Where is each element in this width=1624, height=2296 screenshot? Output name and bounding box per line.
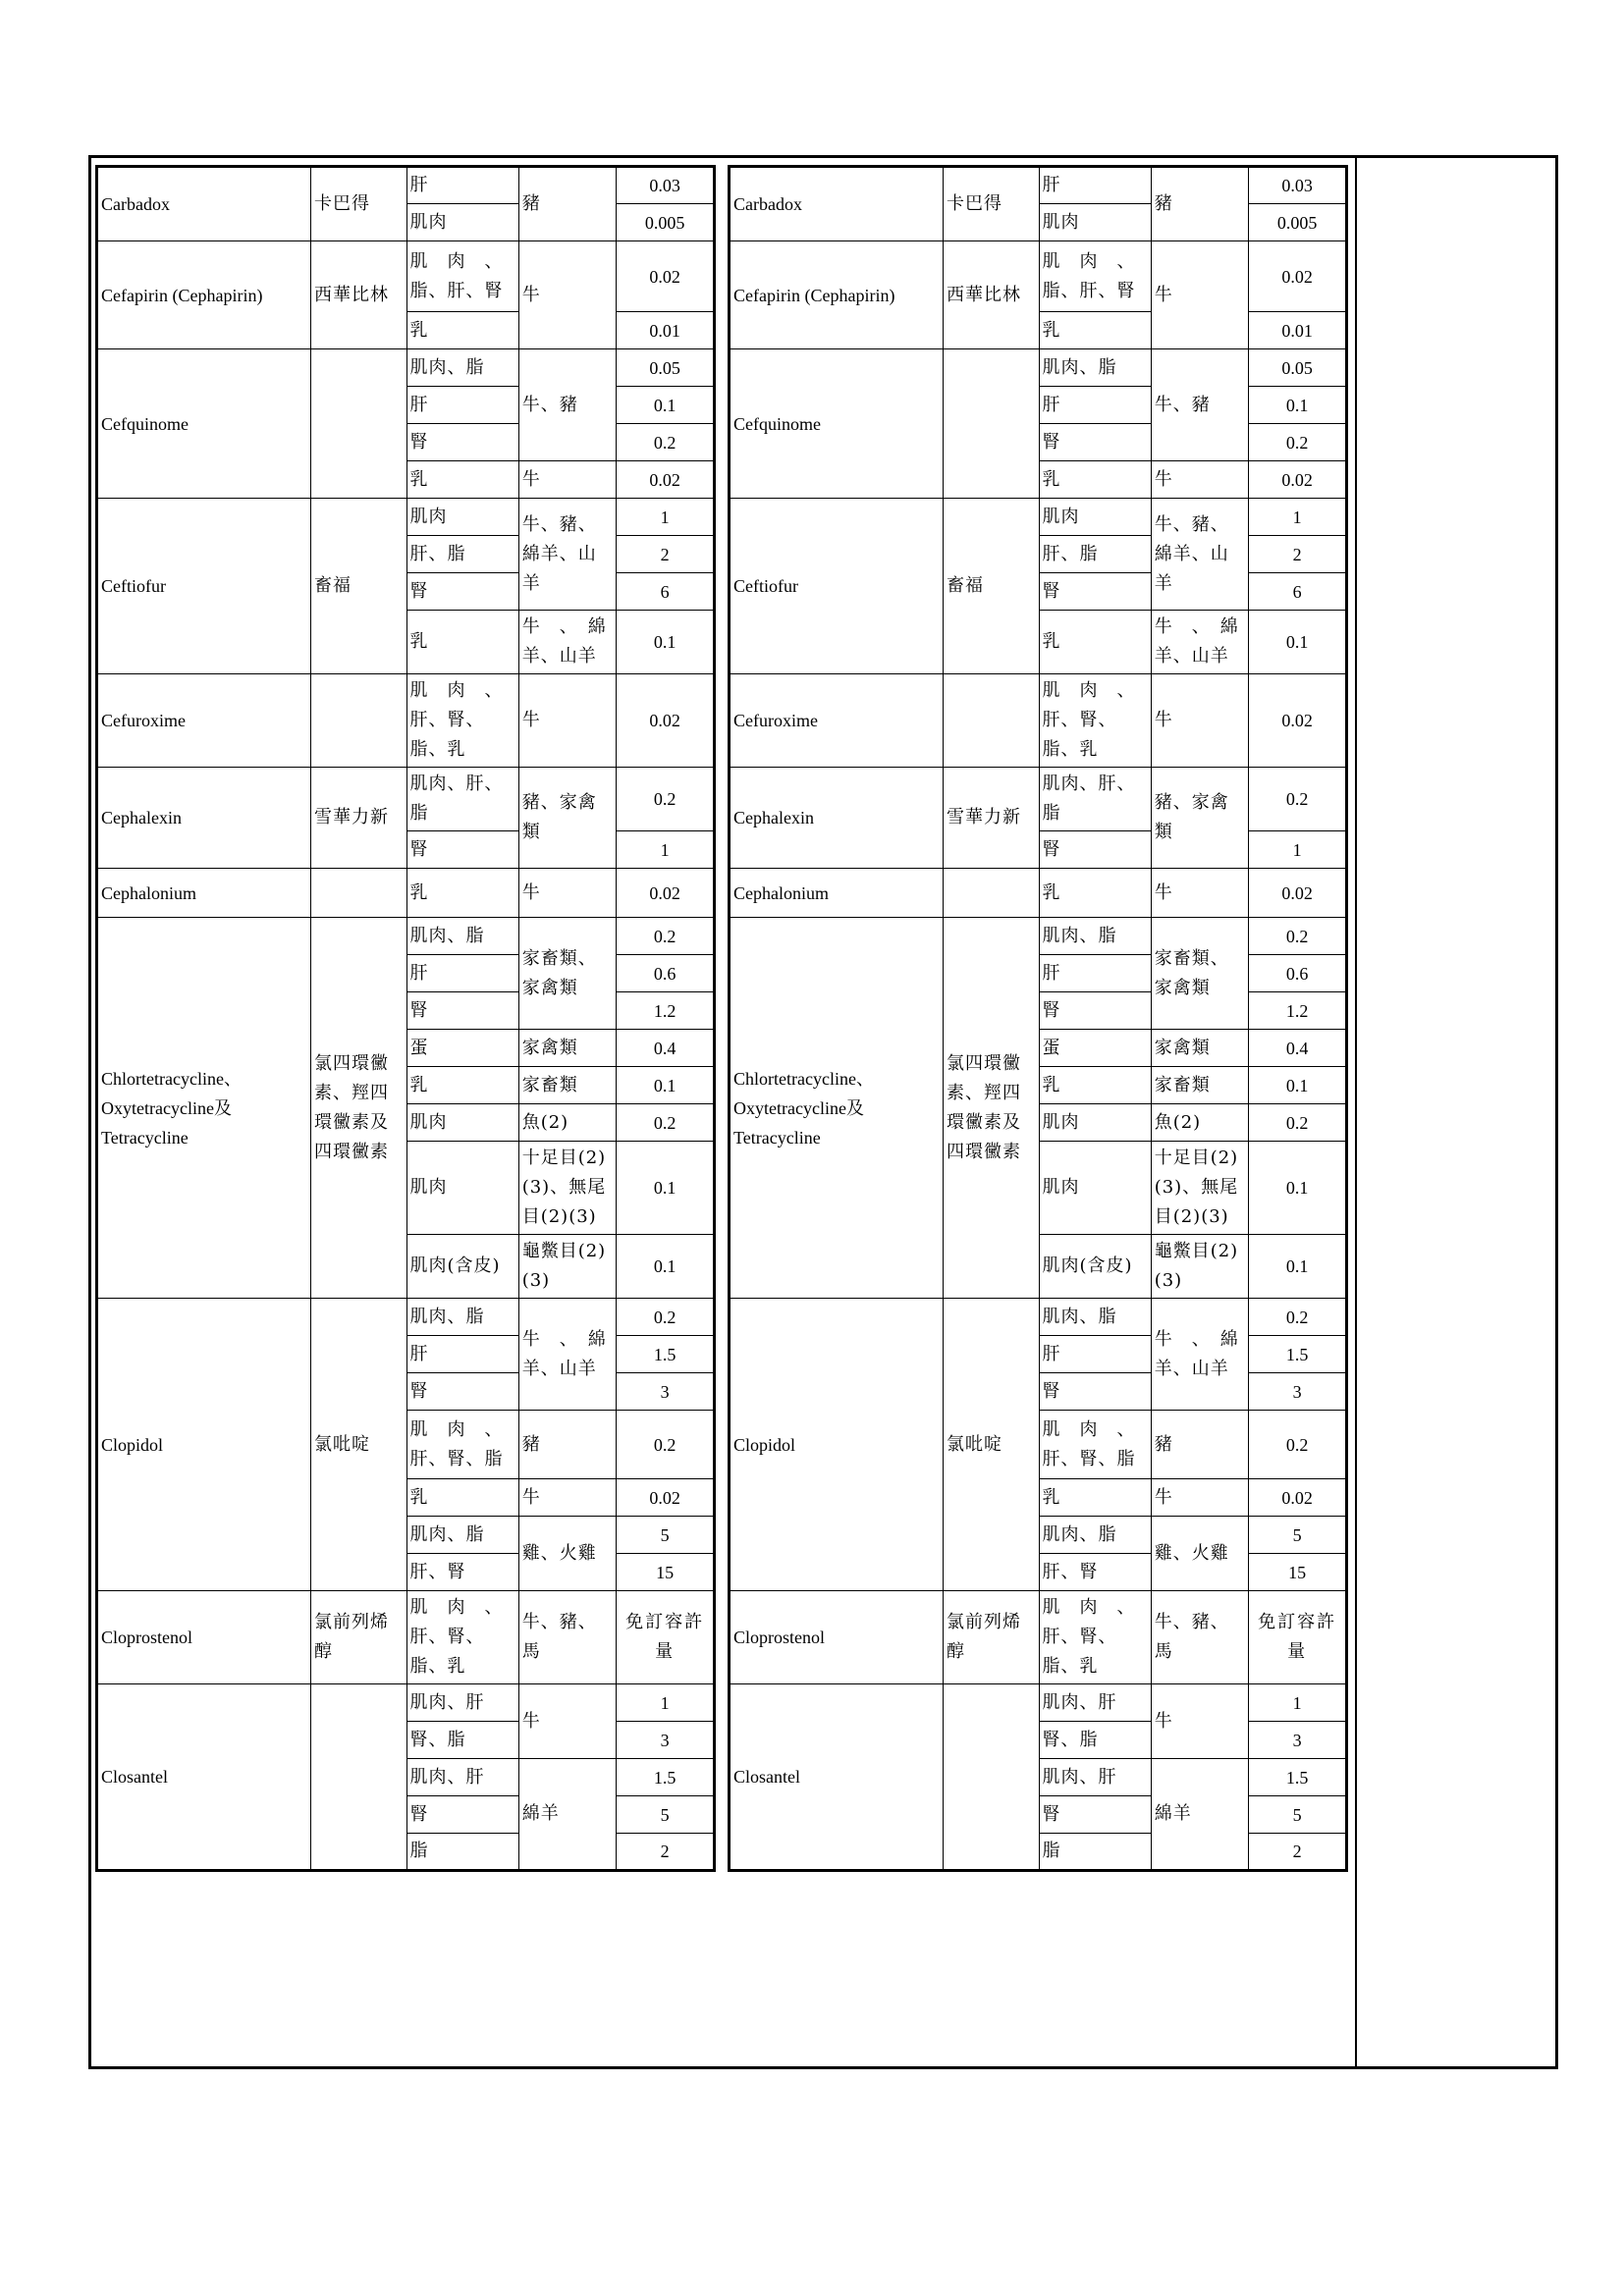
drug-name-cell: Cephalexin xyxy=(97,768,311,869)
drug-name-cell: Cloprostenol xyxy=(97,1591,311,1684)
limit-cell: 0.2 xyxy=(1249,1299,1347,1336)
limit-cell: 6 xyxy=(1249,573,1347,611)
table-row xyxy=(730,674,1347,768)
limit-cell: 3 xyxy=(617,1722,715,1759)
current-table xyxy=(95,165,716,1872)
table-row xyxy=(730,241,1347,312)
part-cell: 腎 xyxy=(1039,424,1151,461)
limit-cell: 免訂容許量 xyxy=(617,1591,715,1684)
part-cell: 肌肉 xyxy=(406,1104,518,1142)
chinese-name-cell xyxy=(310,1684,406,1871)
chinese-name-cell: 氯吡啶 xyxy=(943,1299,1039,1591)
limit-cell: 0.02 xyxy=(617,241,715,312)
part-cell: 腎 xyxy=(1039,831,1151,869)
species-cell: 牛 xyxy=(518,1684,617,1759)
limit-cell: 1 xyxy=(617,1684,715,1722)
species-cell: 牛、豬、馬 xyxy=(518,1591,617,1684)
limit-cell: 0.1 xyxy=(617,1142,715,1235)
species-cell: 牛 、 綿羊、山羊 xyxy=(518,1299,617,1411)
chinese-name-cell: 氯四環黴素、羥四環黴素及四環黴素 xyxy=(943,918,1039,1299)
part-cell: 肌肉 xyxy=(406,204,518,241)
limit-cell: 0.4 xyxy=(1249,1030,1347,1067)
drug-name-cell: Cephalonium xyxy=(730,869,944,918)
limit-cell: 1.5 xyxy=(617,1336,715,1373)
part-cell: 腎 xyxy=(1039,1373,1151,1411)
drug-name-cell: Chlortetracycline、Oxytetracycline及Tetracycline xyxy=(730,918,944,1299)
species-cell: 家畜類 xyxy=(518,1067,617,1104)
species-cell: 家禽類 xyxy=(1151,1030,1249,1067)
table-row xyxy=(97,1684,715,1722)
part-cell: 腎 xyxy=(406,992,518,1030)
chinese-name-cell: 畜福 xyxy=(310,499,406,674)
limit-cell: 0.1 xyxy=(1249,611,1347,674)
species-cell: 魚(2) xyxy=(518,1104,617,1142)
amended-table xyxy=(728,165,1348,1872)
part-cell: 腎、脂 xyxy=(406,1722,518,1759)
drug-name-cell: Clopidol xyxy=(730,1299,944,1591)
limit-cell: 0.02 xyxy=(1249,241,1347,312)
table-row xyxy=(97,1591,715,1684)
limit-cell: 1 xyxy=(617,499,715,536)
limit-cell: 0.2 xyxy=(1249,1104,1347,1142)
part-cell: 肌肉、脂 xyxy=(406,349,518,387)
species-cell: 十足目(2)(3)、無尾目(2)(3) xyxy=(518,1142,617,1235)
table-row xyxy=(97,499,715,536)
limit-cell: 5 xyxy=(617,1517,715,1554)
table-row xyxy=(97,349,715,387)
residue-limit-table xyxy=(95,165,716,1872)
chinese-name-cell: 氯前列烯醇 xyxy=(310,1591,406,1684)
species-cell: 龜鱉目(2)(3) xyxy=(1151,1235,1249,1299)
chinese-name-cell xyxy=(943,1684,1039,1871)
species-cell: 豬 xyxy=(1151,1411,1249,1479)
part-cell: 肝、腎 xyxy=(1039,1554,1151,1591)
limit-cell: 0.2 xyxy=(617,768,715,831)
limit-cell: 1.5 xyxy=(617,1759,715,1796)
table-row xyxy=(730,499,1347,536)
limit-cell: 0.1 xyxy=(1249,1067,1347,1104)
part-cell: 肝 xyxy=(1039,955,1151,992)
species-cell: 龜鱉目(2)(3) xyxy=(518,1235,617,1299)
part-cell: 肌肉 xyxy=(1039,1104,1151,1142)
limit-cell: 3 xyxy=(1249,1373,1347,1411)
part-cell: 肝 xyxy=(406,387,518,424)
part-cell: 肌肉 xyxy=(1039,204,1151,241)
limit-cell: 6 xyxy=(617,573,715,611)
part-cell: 肌 肉 、肝、腎、脂、乳 xyxy=(1039,1591,1151,1684)
part-cell: 肝 xyxy=(1039,387,1151,424)
part-cell: 肌肉 xyxy=(1039,499,1151,536)
drug-name-cell: Carbadox xyxy=(97,167,311,241)
limit-cell: 0.05 xyxy=(617,349,715,387)
limit-cell: 0.2 xyxy=(1249,918,1347,955)
limit-cell: 1 xyxy=(1249,1684,1347,1722)
limit-cell: 3 xyxy=(617,1373,715,1411)
limit-cell: 0.005 xyxy=(617,204,715,241)
table-row xyxy=(730,918,1347,955)
part-cell: 乳 xyxy=(1039,312,1151,349)
part-cell: 肌肉、肝 xyxy=(406,1684,518,1722)
part-cell: 乳 xyxy=(1039,869,1151,918)
part-cell: 腎 xyxy=(406,573,518,611)
part-cell: 肌肉、肝 xyxy=(1039,1759,1151,1796)
limit-cell: 5 xyxy=(1249,1517,1347,1554)
limit-cell: 5 xyxy=(1249,1796,1347,1834)
limit-cell: 0.02 xyxy=(1249,869,1347,918)
part-cell: 肌 肉 、脂、肝、腎 xyxy=(1039,241,1151,312)
species-cell: 牛 xyxy=(1151,1479,1249,1517)
chinese-name-cell xyxy=(310,869,406,918)
table-row xyxy=(97,167,715,204)
part-cell: 肝、脂 xyxy=(406,536,518,573)
residue-limit-table xyxy=(728,165,1348,1872)
chinese-name-cell: 卡巴得 xyxy=(310,167,406,241)
part-cell: 肌肉、脂 xyxy=(1039,1517,1151,1554)
limit-cell: 0.1 xyxy=(617,387,715,424)
species-cell: 雞、火雞 xyxy=(518,1517,617,1591)
limit-cell: 0.02 xyxy=(617,461,715,499)
species-cell: 牛 xyxy=(1151,1684,1249,1759)
species-cell: 家禽類 xyxy=(518,1030,617,1067)
table-row xyxy=(97,918,715,955)
species-cell: 豬、家禽類 xyxy=(1151,768,1249,869)
drug-name-cell: Carbadox xyxy=(730,167,944,241)
drug-name-cell: Chlortetracycline、Oxytetracycline及Tetracycline xyxy=(97,918,311,1299)
limit-cell: 1 xyxy=(1249,831,1347,869)
limit-cell: 1.5 xyxy=(1249,1336,1347,1373)
part-cell: 肌肉、脂 xyxy=(1039,918,1151,955)
limit-cell: 5 xyxy=(617,1796,715,1834)
part-cell: 腎 xyxy=(406,424,518,461)
limit-cell: 2 xyxy=(1249,536,1347,573)
part-cell: 肌肉、肝、脂 xyxy=(1039,768,1151,831)
limit-cell: 0.6 xyxy=(1249,955,1347,992)
part-cell: 乳 xyxy=(406,312,518,349)
drug-name-cell: Closantel xyxy=(730,1684,944,1871)
drug-name-cell: Cefquinome xyxy=(730,349,944,499)
limit-cell: 15 xyxy=(1249,1554,1347,1591)
species-cell: 綿羊 xyxy=(1151,1759,1249,1871)
drug-name-cell: Ceftiofur xyxy=(97,499,311,674)
limit-cell: 0.2 xyxy=(1249,424,1347,461)
limit-cell: 0.6 xyxy=(617,955,715,992)
chinese-name-cell: 西華比林 xyxy=(310,241,406,349)
part-cell: 乳 xyxy=(1039,1479,1151,1517)
drug-name-cell: Ceftiofur xyxy=(730,499,944,674)
table-row xyxy=(730,1591,1347,1684)
part-cell: 肌肉、肝 xyxy=(406,1759,518,1796)
drug-name-cell: Cephalexin xyxy=(730,768,944,869)
table-row xyxy=(730,1299,1347,1336)
limit-cell: 0.2 xyxy=(617,1104,715,1142)
table-row xyxy=(730,869,1347,918)
species-cell: 牛 xyxy=(518,461,617,499)
limit-cell: 1.5 xyxy=(1249,1759,1347,1796)
drug-name-cell: Cefapirin (Cephapirin) xyxy=(97,241,311,349)
table-row xyxy=(97,241,715,312)
part-cell: 肝 xyxy=(1039,167,1151,204)
species-cell: 牛 xyxy=(1151,674,1249,768)
part-cell: 乳 xyxy=(406,1067,518,1104)
species-cell: 豬、家禽類 xyxy=(518,768,617,869)
part-cell: 肌肉 xyxy=(1039,1142,1151,1235)
species-cell: 牛、豬、綿羊、山羊 xyxy=(518,499,617,611)
species-cell: 豬 xyxy=(518,167,617,241)
table-row xyxy=(97,1299,715,1336)
part-cell: 蛋 xyxy=(406,1030,518,1067)
part-cell: 乳 xyxy=(406,869,518,918)
part-cell: 肝 xyxy=(406,167,518,204)
part-cell: 肌肉 xyxy=(406,1142,518,1235)
part-cell: 乳 xyxy=(1039,461,1151,499)
part-cell: 肝 xyxy=(1039,1336,1151,1373)
limit-cell: 0.03 xyxy=(617,167,715,204)
limit-cell: 0.005 xyxy=(1249,204,1347,241)
part-cell: 肌肉(含皮) xyxy=(406,1235,518,1299)
part-cell: 肌 肉 、脂、肝、腎 xyxy=(406,241,518,312)
limit-cell: 0.4 xyxy=(617,1030,715,1067)
limit-cell: 3 xyxy=(1249,1722,1347,1759)
limit-cell: 0.1 xyxy=(617,1235,715,1299)
species-cell: 家畜類、家禽類 xyxy=(1151,918,1249,1030)
species-cell: 豬 xyxy=(518,1411,617,1479)
species-cell: 家畜類、家禽類 xyxy=(518,918,617,1030)
species-cell: 牛、豬、綿羊、山羊 xyxy=(1151,499,1249,611)
limit-cell: 0.02 xyxy=(1249,674,1347,768)
part-cell: 肌肉、脂 xyxy=(406,918,518,955)
chinese-name-cell xyxy=(943,674,1039,768)
table-row xyxy=(730,349,1347,387)
table-row xyxy=(97,768,715,831)
limit-cell: 0.2 xyxy=(1249,1411,1347,1479)
part-cell: 肝 xyxy=(406,955,518,992)
part-cell: 乳 xyxy=(406,461,518,499)
part-cell: 肌 肉 、肝、腎、脂、乳 xyxy=(1039,674,1151,768)
part-cell: 腎 xyxy=(406,831,518,869)
part-cell: 乳 xyxy=(406,611,518,674)
chinese-name-cell xyxy=(310,674,406,768)
remarks-column-divider xyxy=(1355,155,1357,2069)
part-cell: 腎 xyxy=(1039,992,1151,1030)
chinese-name-cell xyxy=(310,349,406,499)
limit-cell: 0.2 xyxy=(1249,768,1347,831)
limit-cell: 0.02 xyxy=(617,869,715,918)
limit-cell: 15 xyxy=(617,1554,715,1591)
part-cell: 腎、脂 xyxy=(1039,1722,1151,1759)
chinese-name-cell: 雪華力新 xyxy=(310,768,406,869)
chinese-name-cell: 雪華力新 xyxy=(943,768,1039,869)
chinese-name-cell: 氯吡啶 xyxy=(310,1299,406,1591)
limit-cell: 0.1 xyxy=(1249,1235,1347,1299)
limit-cell: 0.02 xyxy=(1249,1479,1347,1517)
part-cell: 蛋 xyxy=(1039,1030,1151,1067)
part-cell: 肌肉、脂 xyxy=(1039,1299,1151,1336)
limit-cell: 0.1 xyxy=(617,1067,715,1104)
limit-cell: 0.01 xyxy=(617,312,715,349)
part-cell: 肝、腎 xyxy=(406,1554,518,1591)
limit-cell: 2 xyxy=(1249,1834,1347,1871)
part-cell: 肌肉、肝、脂 xyxy=(406,768,518,831)
species-cell: 雞、火雞 xyxy=(1151,1517,1249,1591)
chinese-name-cell xyxy=(943,869,1039,918)
species-cell: 牛 xyxy=(1151,869,1249,918)
part-cell: 肌 肉 、肝、腎、脂、乳 xyxy=(406,1591,518,1684)
chinese-name-cell: 畜福 xyxy=(943,499,1039,674)
limit-cell: 1 xyxy=(1249,499,1347,536)
part-cell: 肝 xyxy=(406,1336,518,1373)
species-cell: 十足目(2)(3)、無尾目(2)(3) xyxy=(1151,1142,1249,1235)
part-cell: 乳 xyxy=(406,1479,518,1517)
drug-name-cell: Cefuroxime xyxy=(730,674,944,768)
limit-cell: 2 xyxy=(617,536,715,573)
limit-cell: 0.1 xyxy=(1249,1142,1347,1235)
part-cell: 肌 肉 、肝、腎、脂、乳 xyxy=(406,674,518,768)
limit-cell: 2 xyxy=(617,1834,715,1871)
part-cell: 乳 xyxy=(1039,1067,1151,1104)
drug-name-cell: Cefquinome xyxy=(97,349,311,499)
limit-cell: 1.2 xyxy=(617,992,715,1030)
limit-cell: 0.02 xyxy=(617,674,715,768)
limit-cell: 0.03 xyxy=(1249,167,1347,204)
species-cell: 牛 、 綿羊、山羊 xyxy=(518,611,617,674)
species-cell: 家畜類 xyxy=(1151,1067,1249,1104)
part-cell: 肌肉、脂 xyxy=(406,1517,518,1554)
drug-name-cell: Clopidol xyxy=(97,1299,311,1591)
part-cell: 腎 xyxy=(406,1796,518,1834)
limit-cell: 0.2 xyxy=(617,1299,715,1336)
species-cell: 豬 xyxy=(1151,167,1249,241)
species-cell: 牛、豬、馬 xyxy=(1151,1591,1249,1684)
species-cell: 綿羊 xyxy=(518,1759,617,1871)
drug-name-cell: Cloprostenol xyxy=(730,1591,944,1684)
part-cell: 腎 xyxy=(406,1373,518,1411)
species-cell: 牛 、 綿羊、山羊 xyxy=(1151,611,1249,674)
limit-cell: 0.01 xyxy=(1249,312,1347,349)
part-cell: 肌肉、脂 xyxy=(1039,349,1151,387)
limit-cell: 0.2 xyxy=(617,1411,715,1479)
species-cell: 牛 xyxy=(518,241,617,349)
part-cell: 乳 xyxy=(1039,611,1151,674)
species-cell: 牛 、 綿羊、山羊 xyxy=(1151,1299,1249,1411)
species-cell: 牛 xyxy=(518,1479,617,1517)
limit-cell: 0.2 xyxy=(617,918,715,955)
species-cell: 牛 xyxy=(518,869,617,918)
part-cell: 肌肉(含皮) xyxy=(1039,1235,1151,1299)
part-cell: 肌 肉 、肝、腎、脂 xyxy=(406,1411,518,1479)
chinese-name-cell: 西華比林 xyxy=(943,241,1039,349)
table-row xyxy=(730,167,1347,204)
species-cell: 牛 xyxy=(1151,461,1249,499)
species-cell: 牛、豬 xyxy=(1151,349,1249,461)
table-row xyxy=(730,768,1347,831)
part-cell: 肌肉 xyxy=(406,499,518,536)
drug-name-cell: Cefapirin (Cephapirin) xyxy=(730,241,944,349)
limit-cell: 0.1 xyxy=(617,611,715,674)
drug-name-cell: Cefuroxime xyxy=(97,674,311,768)
chinese-name-cell xyxy=(943,349,1039,499)
drug-name-cell: Closantel xyxy=(97,1684,311,1871)
part-cell: 脂 xyxy=(1039,1834,1151,1871)
limit-cell: 0.2 xyxy=(617,424,715,461)
table-row xyxy=(730,1684,1347,1722)
chinese-name-cell: 氯四環黴素、羥四環黴素及四環黴素 xyxy=(310,918,406,1299)
part-cell: 腎 xyxy=(1039,1796,1151,1834)
limit-cell: 免訂容許量 xyxy=(1249,1591,1347,1684)
part-cell: 脂 xyxy=(406,1834,518,1871)
species-cell: 牛、豬 xyxy=(518,349,617,461)
part-cell: 肌肉、脂 xyxy=(406,1299,518,1336)
limit-cell: 1.2 xyxy=(1249,992,1347,1030)
species-cell: 牛 xyxy=(1151,241,1249,349)
limit-cell: 0.02 xyxy=(1249,461,1347,499)
table-row xyxy=(97,674,715,768)
part-cell: 腎 xyxy=(1039,573,1151,611)
limit-cell: 0.05 xyxy=(1249,349,1347,387)
species-cell: 牛 xyxy=(518,674,617,768)
part-cell: 肝、脂 xyxy=(1039,536,1151,573)
chinese-name-cell: 卡巴得 xyxy=(943,167,1039,241)
species-cell: 魚(2) xyxy=(1151,1104,1249,1142)
table-row xyxy=(97,869,715,918)
limit-cell: 1 xyxy=(617,831,715,869)
part-cell: 肌肉、肝 xyxy=(1039,1684,1151,1722)
chinese-name-cell: 氯前列烯醇 xyxy=(943,1591,1039,1684)
drug-name-cell: Cephalonium xyxy=(97,869,311,918)
limit-cell: 0.1 xyxy=(1249,387,1347,424)
limit-cell: 0.02 xyxy=(617,1479,715,1517)
part-cell: 肌 肉 、肝、腎、脂 xyxy=(1039,1411,1151,1479)
